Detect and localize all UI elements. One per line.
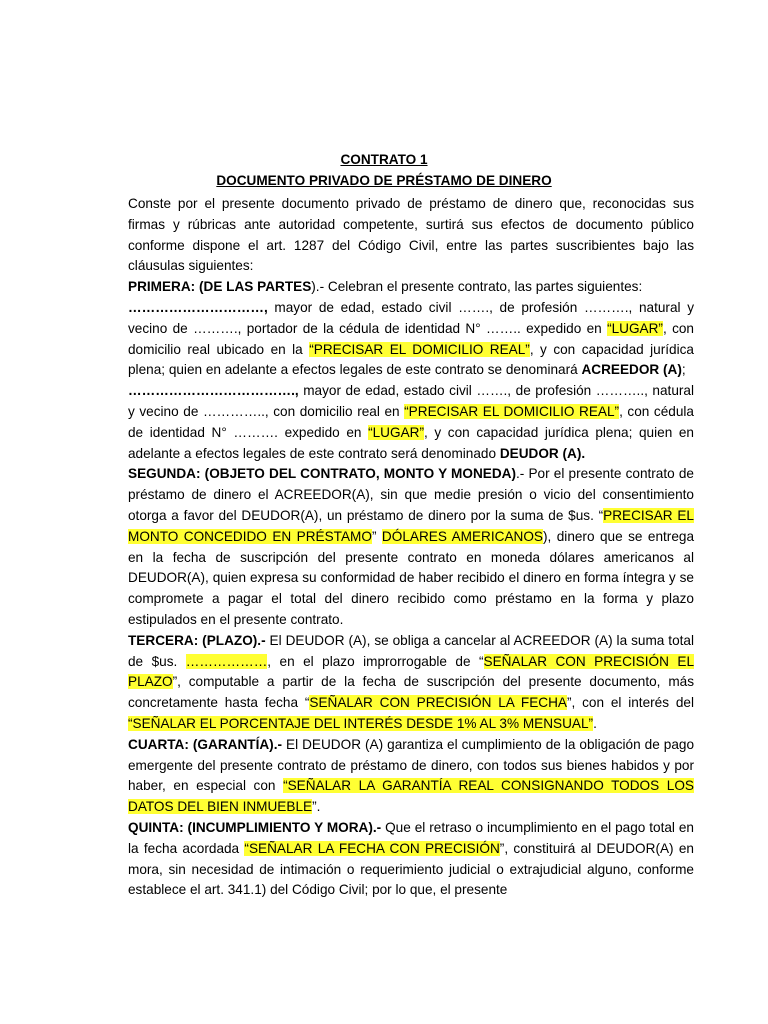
highlighted-placeholder: ……………… xyxy=(185,653,268,669)
clause-primera-heading xyxy=(128,277,694,298)
document-subtitle: DOCUMENTO PRIVADO DE PRÉSTAMO DE DINERO xyxy=(216,173,552,188)
bold-text: ………………………………., xyxy=(128,383,299,399)
text-segment: . xyxy=(593,715,597,731)
bold-text: QUINTA: (INCUMPLIMIENTO Y MORA).- xyxy=(128,819,382,835)
text-segment: , en el plazo improrrogable de “ xyxy=(267,653,484,669)
highlighted-placeholder: “SEÑALAR EL PORCENTAJE DEL INTERÉS DESDE 1% AL 3% MENSUAL” xyxy=(128,715,594,731)
bold-text: …………………………, xyxy=(128,299,268,315)
highlighted-placeholder: “SEÑALAR LA FECHA CON PRECISIÓN xyxy=(244,840,500,856)
text-segment: ”. xyxy=(312,799,321,815)
highlighted-placeholder: SEÑALAR CON PRECISIÓN LA FECHA xyxy=(309,695,567,711)
text-segment: ), dinero que se entrega en la fecha de suscripción del presente contrato en moneda dólares americanos al DEUDOR(A), quien expresa su conformidad de haber recibido el dinero en forma íntegra y se compromete a pagar el total del dinero recibido como préstamo en la forma y plazo estipulados en el presente contrato. xyxy=(128,528,695,627)
clause-cuarta-paragraph xyxy=(128,735,694,818)
highlighted-placeholder: “PRECISAR EL DOMICILIO REAL” xyxy=(404,403,620,419)
text-segment: ; xyxy=(681,362,686,378)
clause-segunda-paragraph xyxy=(128,464,694,630)
bold-text: PRIMERA: (DE LAS PARTES xyxy=(128,279,312,295)
text-segment: ” xyxy=(371,528,382,544)
text-segment: , y con capacidad jurídica plena; quien en adelante a efectos legales de este contrato se denominará xyxy=(128,341,694,378)
party-deudor-paragraph xyxy=(128,381,694,464)
document-title: CONTRATO 1 xyxy=(340,152,428,167)
highlighted-placeholder: “PRECISAR EL DOMICILIO REAL” xyxy=(309,341,530,357)
text-segment: , con domicilio real ubicado en la xyxy=(128,320,694,357)
highlighted-placeholder: DÓLARES AMERICANOS xyxy=(381,528,543,544)
contract-body xyxy=(128,194,694,901)
highlighted-placeholder: “LUGAR” xyxy=(607,320,663,336)
bold-text: DEUDOR (A). xyxy=(499,445,586,461)
bold-text: SEGUNDA: (OBJETO DEL CONTRATO, MONTO Y MONEDA) xyxy=(128,466,516,482)
intro-paragraph xyxy=(128,194,694,277)
bold-text: CUARTA: (GARANTÍA).- xyxy=(128,736,283,752)
text-segment: Que el retraso o incumplimiento en el pago total en la fecha acordada xyxy=(128,819,694,856)
clause-tercera-paragraph xyxy=(128,631,694,735)
text-segment: ).- Celebran el presente contrato, las partes siguientes: xyxy=(311,279,643,295)
bold-text: ACREEDOR (A) xyxy=(581,362,682,378)
highlighted-placeholder: SEÑALAR CON PRECISIÓN EL PLAZO xyxy=(128,653,694,690)
bold-text: TERCERA: (PLAZO).- xyxy=(128,632,266,648)
text-segment: ”, constituirá al DEUDOR(A) en mora, sin necesidad de intimación o requerimiento judicial o extrajudicial alguno, conforme establece el art. 341.1) del Código Civil; por lo que, el presente xyxy=(128,840,694,898)
highlighted-placeholder: “LUGAR” xyxy=(368,424,424,440)
text-segment: El DEUDOR (A), se obliga a cancelar al ACREEDOR (A) la suma total de $us. xyxy=(128,632,694,669)
party-acreedor-paragraph xyxy=(128,298,694,381)
text-segment: , y con capacidad jurídica plena; quien en adelante a efectos legales de este contrato será denominado xyxy=(128,424,694,461)
clause-quinta-paragraph xyxy=(128,818,694,901)
highlighted-placeholder: PRECISAR EL MONTO CONCEDIDO EN PRÉSTAMO xyxy=(128,507,694,544)
text-segment: mayor de edad, estado civil ……., de profesión ……….., natural y vecino de ………….., con domicilio real en xyxy=(128,383,694,419)
text-segment: mayor de edad, estado civil ……., de profesión ………., natural y vecino de ………., portador de la cédula de identidad N° …….. expedido en xyxy=(128,299,694,336)
text-segment: El DEUDOR (A) garantiza el cumplimiento de la obligación de pago emergente del presente contrato de préstamo de dinero, con todos sus bienes habidos y por haber, en especial con xyxy=(128,736,695,794)
text-segment: ”, computable a partir de la fecha de suscripción del presente documento, más concretamente hasta fecha “ xyxy=(128,674,694,711)
text-segment: ”, con el interés del xyxy=(567,695,694,711)
text-segment: .- Por el presente contrato de préstamo de dinero el ACREEDOR(A), sin que medie presión o vicio del consentimiento otorga a favor del DEUDOR(A), un préstamo de dinero por la suma de $us. “ xyxy=(128,466,694,523)
text-segment: Conste por el presente documento privado de préstamo de dinero que, reconocidas sus firmas y rúbricas ante autoridad competente, surtirá sus efectos de documento público conforme dispone el art. 1287 del Código Civil, entre las partes suscribientes bajo las cláusulas siguientes: xyxy=(128,196,694,274)
highlighted-placeholder: “SEÑALAR LA GARANTÍA REAL CONSIGNANDO TODOS LOS DATOS DEL BIEN INMUEBLE xyxy=(128,778,694,815)
text-segment: , con cédula de identidad N° ………. expedido en xyxy=(128,403,694,440)
